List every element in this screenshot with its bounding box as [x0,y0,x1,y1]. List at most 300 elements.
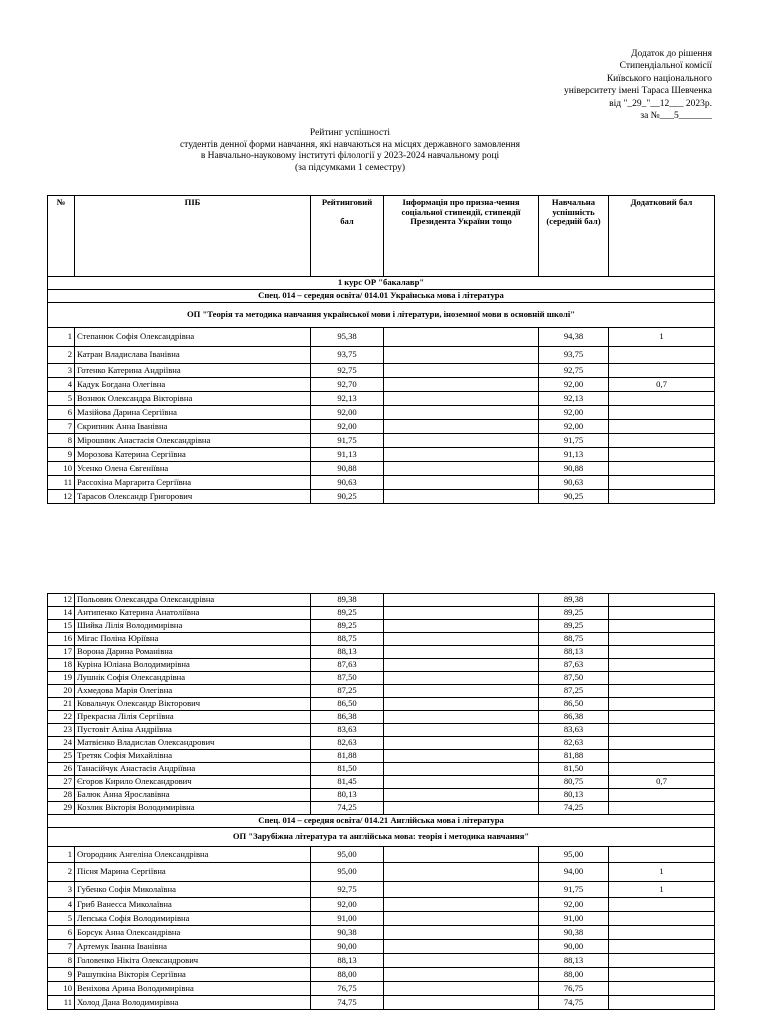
col-header-rating: Рейтинговий бал [311,196,384,277]
rating-score: 87,63 [311,659,384,672]
extra-points [609,448,715,462]
rating-score: 81,50 [311,763,384,776]
extra-points: 0,7 [609,378,715,392]
scholarship-info [384,434,539,448]
academic-score: 90,25 [539,490,609,504]
table-row [48,607,715,620]
col-header-info: Інформація про призна-чення соціальної стипендії, стипендії Президента України тощо [384,196,539,277]
scholarship-info [384,698,539,711]
table-row [48,711,715,724]
row-number: 8 [48,434,75,448]
course-row [48,277,715,290]
table-row [48,763,715,776]
scholarship-info [384,620,539,633]
row-number: 17 [48,646,75,659]
student-name: Вознюк Олександра Вікторівна [75,392,311,406]
col-header-extra: Додатковий бал [609,196,715,277]
header-line: Стипендіальної комісії [619,61,712,72]
row-number: 23 [48,724,75,737]
table-row [48,750,715,763]
rating-score: 91,75 [311,434,384,448]
title-line: студентів денної форми навчання, які навчаються на місцях державного замовлення [179,139,521,150]
table-row [48,490,715,504]
row-number: 19 [48,672,75,685]
scholarship-info [384,711,539,724]
student-name: Ахмедова Марія Олегівна [75,685,311,698]
academic-score: 87,50 [539,672,609,685]
row-number: 16 [48,633,75,646]
table-row [48,996,715,1010]
extra-points [609,620,715,633]
academic-score: 90,88 [539,462,609,476]
academic-score: 76,75 [539,982,609,996]
rating-score: 76,75 [311,982,384,996]
scholarship-info [384,776,539,789]
header-line: університету імені Тараса Шевченка [563,86,712,97]
extra-points: 1 [609,328,715,347]
row-number: 2 [48,347,75,364]
row-number: 7 [48,420,75,434]
extra-points [609,737,715,750]
academic-score: 90,00 [539,940,609,954]
title-line: (за підсумками 1 семестру) [294,162,406,173]
spec-label: Спец. 014 – середня освіта/ 014.01 Українська мова і література [48,290,715,303]
academic-score: 94,38 [539,328,609,347]
scholarship-info [384,982,539,996]
row-number: 4 [48,898,75,912]
extra-points [609,789,715,802]
rating-table-page2 [47,593,715,1010]
extra-points [609,594,715,607]
student-name: Танасійчук Анастасія Андріївна [75,763,311,776]
program-label: ОП "Зарубіжна література та англійська мова: теорія і методика навчання" [48,828,715,847]
academic-score: 87,25 [539,685,609,698]
row-number: 12 [48,490,75,504]
table-row [48,685,715,698]
student-name: Степанюк Софія Олександрівна [75,328,311,347]
student-name: Пустовіт Аліна Андріївна [75,724,311,737]
scholarship-info [384,490,539,504]
extra-points [609,968,715,982]
row-number: 14 [48,607,75,620]
student-name: Куріна Юліана Володимирівна [75,659,311,672]
table-row [48,982,715,996]
row-number: 28 [48,789,75,802]
header-line: Київського національного [606,73,712,84]
scholarship-info [384,633,539,646]
academic-score: 95,00 [539,847,609,863]
student-name: Усенко Олена Євгеніївна [75,462,311,476]
extra-points: 1 [609,863,715,882]
scholarship-info [384,912,539,926]
extra-points [609,898,715,912]
scholarship-info [384,940,539,954]
extra-points [609,392,715,406]
scholarship-info [384,347,539,364]
row-number: 1 [48,328,75,347]
table-row [48,847,715,863]
rating-score: 88,13 [311,646,384,659]
spec-row [48,290,715,303]
title-line: в Навчально-науковому інституті філології у 2023-2024 навчальному році [200,151,500,162]
row-number: 8 [48,954,75,968]
row-number: 12 [48,594,75,607]
student-name: Рашупкіна Вікторія Сергіївна [75,968,311,982]
row-number: 22 [48,711,75,724]
rating-score: 88,75 [311,633,384,646]
student-name: Борсук Анна Олександрівна [75,926,311,940]
student-name: Готенко Катерина Андріївна [75,364,311,378]
extra-points [609,406,715,420]
academic-score: 91,13 [539,448,609,462]
academic-score: 91,75 [539,434,609,448]
academic-score: 94,00 [539,863,609,882]
extra-points [609,940,715,954]
scholarship-info [384,364,539,378]
row-number: 10 [48,462,75,476]
table-row [48,448,715,462]
rating-score: 81,88 [311,750,384,763]
rating-score: 87,25 [311,685,384,698]
student-name: Огородник Ангеліна Олександрівна [75,847,311,863]
student-name: Антипенко Катерина Анатоліївна [75,607,311,620]
scholarship-info [384,968,539,982]
table-row [48,776,715,789]
rating-score: 80,13 [311,789,384,802]
rating-score: 90,00 [311,940,384,954]
scholarship-info [384,882,539,898]
table-row [48,672,715,685]
academic-score: 81,88 [539,750,609,763]
rating-score: 89,38 [311,594,384,607]
extra-points [609,802,715,815]
student-name: Морозова Катерина Сергіївна [75,448,311,462]
extra-points [609,462,715,476]
row-number: 25 [48,750,75,763]
table-row [48,926,715,940]
col-header-pib: ПІБ [75,196,311,277]
row-number: 3 [48,364,75,378]
student-name: Ковальчук Олександр Вікторович [75,698,311,711]
rating-score: 95,00 [311,863,384,882]
table-row [48,633,715,646]
academic-score: 80,75 [539,776,609,789]
rating-score: 90,25 [311,490,384,504]
scholarship-info [384,462,539,476]
program-label: ОП "Теорія та методика навчання української мови і літератури, іноземної мови в основній школі" [48,303,715,328]
academic-score: 87,63 [539,659,609,672]
academic-score: 91,75 [539,882,609,898]
row-number: 10 [48,982,75,996]
academic-score: 86,38 [539,711,609,724]
extra-points [609,847,715,863]
student-name: Холод Дана Володимирівна [75,996,311,1010]
student-name: Шийка Лілія Володимирівна [75,620,311,633]
row-number: 3 [48,882,75,898]
row-number: 7 [48,940,75,954]
student-name: Пісня Марина Сергіївна [75,863,311,882]
academic-score: 92,75 [539,364,609,378]
row-number: 11 [48,476,75,490]
scholarship-info [384,594,539,607]
table-row [48,724,715,737]
header-line: за №___5_______ [640,111,712,122]
rating-score: 95,38 [311,328,384,347]
extra-points: 0,7 [609,776,715,789]
rating-score: 93,75 [311,347,384,364]
academic-score: 92,00 [539,406,609,420]
scholarship-info [384,926,539,940]
academic-score: 80,13 [539,789,609,802]
scholarship-info [384,750,539,763]
scholarship-info [384,607,539,620]
rating-score: 87,50 [311,672,384,685]
academic-score: 93,75 [539,347,609,364]
extra-points [609,364,715,378]
academic-score: 89,38 [539,594,609,607]
rating-score: 83,63 [311,724,384,737]
rating-score: 82,63 [311,737,384,750]
row-number: 9 [48,968,75,982]
scholarship-info [384,420,539,434]
scholarship-info [384,996,539,1010]
table-row [48,392,715,406]
table-row [48,882,715,898]
table-row [48,594,715,607]
student-name: Тарасов Олександр Григорович [75,490,311,504]
row-number: 26 [48,763,75,776]
col-header-num: № [48,196,75,277]
table-row [48,863,715,882]
rating-score: 92,00 [311,406,384,420]
row-number: 27 [48,776,75,789]
col-header-academic: Навчальна успішність (середній бал) [539,196,609,277]
academic-score: 81,50 [539,763,609,776]
scholarship-info [384,802,539,815]
academic-score: 92,00 [539,420,609,434]
header-line: Додаток до рішення [631,49,712,59]
table-row [48,364,715,378]
row-number: 2 [48,863,75,882]
rating-score: 74,25 [311,802,384,815]
extra-points [609,926,715,940]
academic-score: 91,00 [539,912,609,926]
row-number: 6 [48,406,75,420]
student-name: Мазійова Дарина Сергіївна [75,406,311,420]
rating-score: 86,50 [311,698,384,711]
student-name: Польовик Олександра Олександрівна [75,594,311,607]
academic-score: 88,13 [539,954,609,968]
extra-points [609,633,715,646]
scholarship-info [384,392,539,406]
rating-score: 88,00 [311,968,384,982]
extra-points [609,672,715,685]
scholarship-info [384,672,539,685]
table-row [48,420,715,434]
rating-table-page1 [47,195,715,504]
rating-score: 89,25 [311,620,384,633]
table-row [48,646,715,659]
spec-label: Спец. 014 – середня освіта/ 014.21 Англійська мова і література [48,815,715,828]
table-row [48,378,715,392]
academic-score: 88,00 [539,968,609,982]
extra-points [609,434,715,448]
extra-points [609,912,715,926]
rating-score: 86,38 [311,711,384,724]
extra-points [609,996,715,1010]
academic-score: 92,13 [539,392,609,406]
student-name: Козлик Вікторія Володимирівна [75,802,311,815]
student-name: Веніхова Арина Володимирівна [75,982,311,996]
rating-score: 90,63 [311,476,384,490]
table-row [48,328,715,347]
academic-score: 89,25 [539,620,609,633]
extra-points [609,698,715,711]
student-name: Гриб Ванесса Миколаївна [75,898,311,912]
row-number: 18 [48,659,75,672]
academic-score: 74,25 [539,802,609,815]
extra-points [609,607,715,620]
header-line: від "_29_"__12___ 2023р. [609,98,712,109]
scholarship-info [384,659,539,672]
student-name: Мігас Поліна Юріївна [75,633,311,646]
rating-score: 91,13 [311,448,384,462]
academic-score: 92,00 [539,378,609,392]
academic-score: 88,75 [539,633,609,646]
student-name: Єгоров Кирило Олександрович [75,776,311,789]
row-number: 5 [48,392,75,406]
extra-points [609,659,715,672]
academic-score: 88,13 [539,646,609,659]
extra-points: 1 [609,882,715,898]
rating-score: 92,00 [311,898,384,912]
row-number: 1 [48,847,75,863]
rating-score: 92,00 [311,420,384,434]
table-row [48,737,715,750]
student-name: Скрипник Анна Іванівна [75,420,311,434]
academic-score: 82,63 [539,737,609,750]
extra-points [609,711,715,724]
table-row [48,434,715,448]
rating-score: 74,75 [311,996,384,1010]
student-name: Лепська Софія Володимирівна [75,912,311,926]
table-row [48,789,715,802]
row-number: 5 [48,912,75,926]
rating-score: 90,88 [311,462,384,476]
scholarship-info [384,646,539,659]
spec-row [48,815,715,828]
table-row [48,968,715,982]
scholarship-info [384,847,539,863]
extra-points [609,724,715,737]
academic-score: 83,63 [539,724,609,737]
extra-points [609,347,715,364]
academic-score: 74,75 [539,996,609,1010]
table-row [48,912,715,926]
extra-points [609,490,715,504]
row-number: 15 [48,620,75,633]
row-number: 6 [48,926,75,940]
course-label: 1 курс ОР "бакалавр" [48,277,715,290]
table-row [48,659,715,672]
extra-points [609,750,715,763]
row-number: 20 [48,685,75,698]
table-row [48,462,715,476]
scholarship-info [384,724,539,737]
scholarship-info [384,737,539,750]
student-name: Матвієнко Владислав Олександрович [75,737,311,750]
student-name: Головенко Нікіта Олександрович [75,954,311,968]
academic-score: 92,00 [539,898,609,912]
extra-points [609,646,715,659]
scholarship-info [384,378,539,392]
row-number: 9 [48,448,75,462]
student-name: Артемук Іванна Іванівна [75,940,311,954]
table-row [48,698,715,711]
row-number: 21 [48,698,75,711]
student-name: Катран Владислава Іванівна [75,347,311,364]
student-name: Губенко Софія Миколаївна [75,882,311,898]
table-row [48,898,715,912]
student-name: Рассохіна Маргарита Сергіївна [75,476,311,490]
row-number: 11 [48,996,75,1010]
rating-score: 92,75 [311,364,384,378]
scholarship-info [384,476,539,490]
extra-points [609,420,715,434]
student-name: Балюк Анна Ярославівна [75,789,311,802]
table-row [48,802,715,815]
scholarship-info [384,789,539,802]
student-name: Прекрасна Лілія Сергіївна [75,711,311,724]
rating-score: 92,75 [311,882,384,898]
scholarship-info [384,898,539,912]
student-name: Кадук Богдана Олегівна [75,378,311,392]
scholarship-info [384,328,539,347]
row-number: 29 [48,802,75,815]
table-row [48,406,715,420]
scholarship-info [384,763,539,776]
extra-points [609,982,715,996]
extra-points [609,763,715,776]
extra-points [609,685,715,698]
rating-score: 90,38 [311,926,384,940]
extra-points [609,476,715,490]
rating-score: 92,13 [311,392,384,406]
student-name: Третяк Софія Михайлівна [75,750,311,763]
rating-score: 89,25 [311,607,384,620]
program-row [48,828,715,847]
rating-score: 95,00 [311,847,384,863]
scholarship-info [384,863,539,882]
title-line: Рейтинг успішності [309,128,391,138]
row-number: 24 [48,737,75,750]
program-row [48,303,715,328]
student-name: Лушнік Софія Олександрівна [75,672,311,685]
rating-score: 88,13 [311,954,384,968]
rating-score: 92,70 [311,378,384,392]
approval-header [564,48,712,122]
academic-score: 90,38 [539,926,609,940]
student-name: Ворона Дарина Романівна [75,646,311,659]
rating-score: 81,45 [311,776,384,789]
extra-points [609,954,715,968]
rating-score: 91,00 [311,912,384,926]
scholarship-info [384,954,539,968]
table-row [48,476,715,490]
academic-score: 89,25 [539,607,609,620]
scholarship-info [384,448,539,462]
table-row [48,940,715,954]
